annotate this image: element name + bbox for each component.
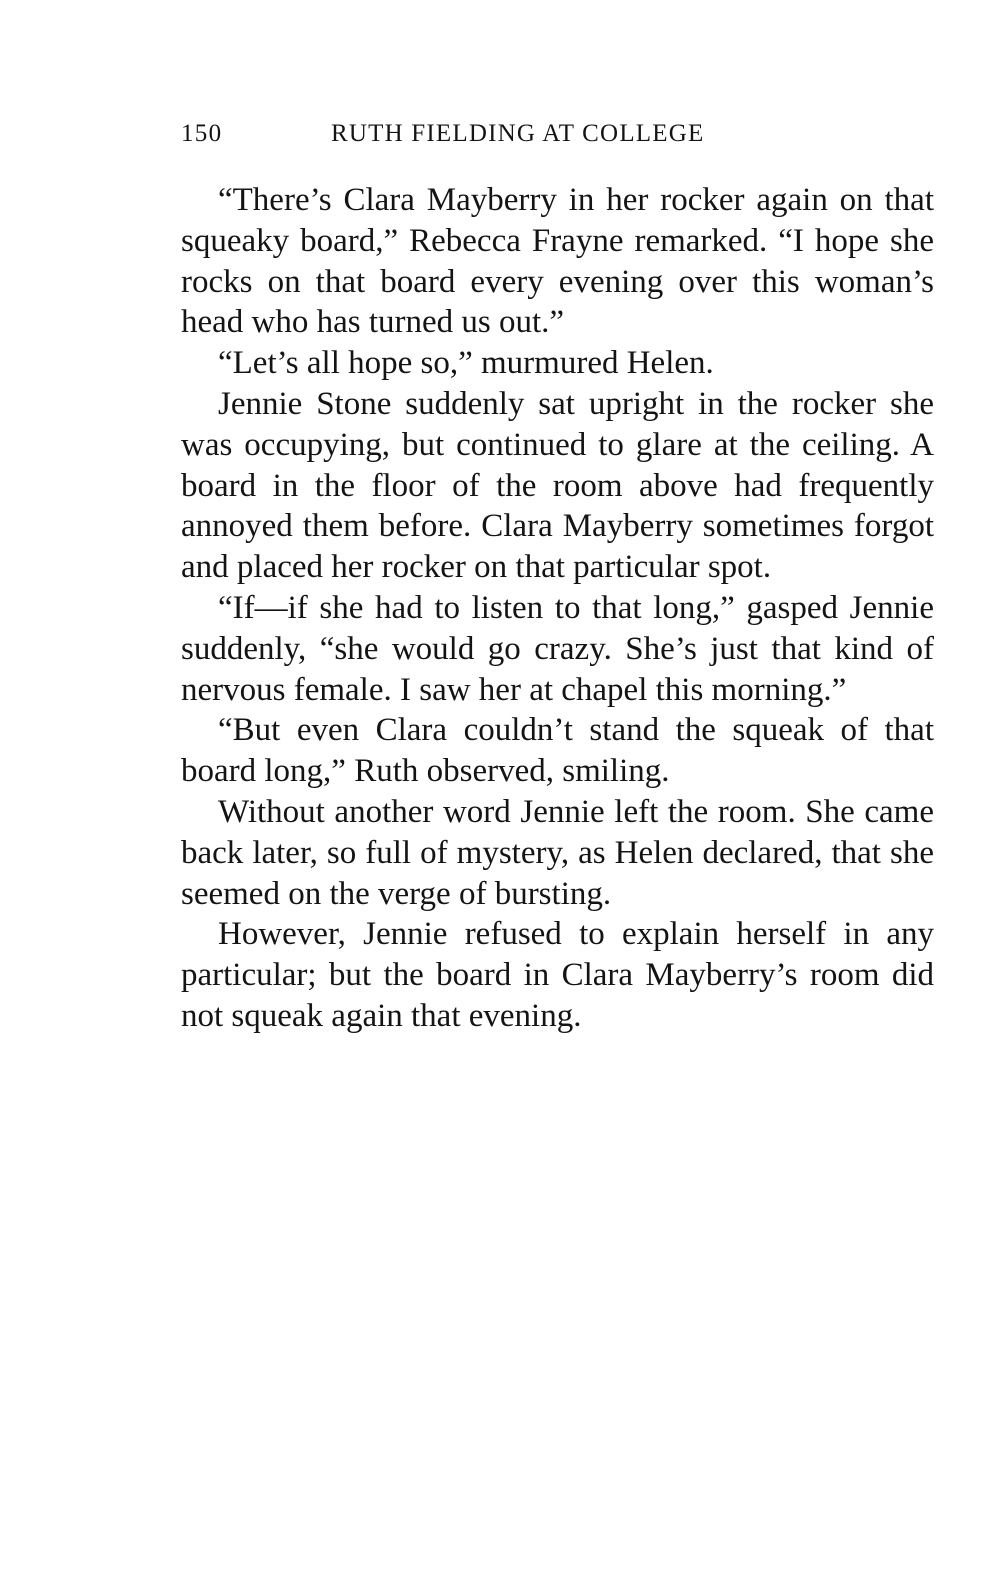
paragraph: Without another word Jennie left the room. She came back later, so full of mystery, as Helen declared, that she seemed on the verge of bursting. <box>181 793 934 912</box>
running-header <box>181 120 934 160</box>
paragraph: “If—if she had to listen to that long,” gasped Jennie suddenly, “she would go crazy. She’s just that kind of nervous female. I saw her at chapel this morning.” <box>181 589 934 708</box>
paragraph: “There’s Clara Mayberry in her rocker again on that squeaky board,” Rebecca Frayne remarked. “I hope she rocks on that board every evening over this woman’s head who has turned us out.” <box>181 182 934 341</box>
paragraph: “Let’s all hope so,” murmured Helen. <box>218 345 714 382</box>
paragraph: Jennie Stone suddenly sat upright in the rocker she was occupying, but continued to glare at the ceiling. A board in the floor of the room above had frequently annoyed them before. Clara Mayberry sometimes forgot and placed her rocker on that particular spot. <box>181 385 934 586</box>
page-number: 150 <box>181 120 223 147</box>
paragraph: “But even Clara couldn’t stand the squeak of that board long,” Ruth observed, smiling. <box>181 712 934 790</box>
book-page <box>181 120 934 1037</box>
book-title: RUTH FIELDING AT COLLEGE <box>331 120 705 147</box>
paragraph: However, Jennie refused to explain herself in any particular; but the board in Clara Mayberry’s room did not squeak again that evening. <box>181 916 934 1034</box>
body-text <box>181 180 934 1037</box>
